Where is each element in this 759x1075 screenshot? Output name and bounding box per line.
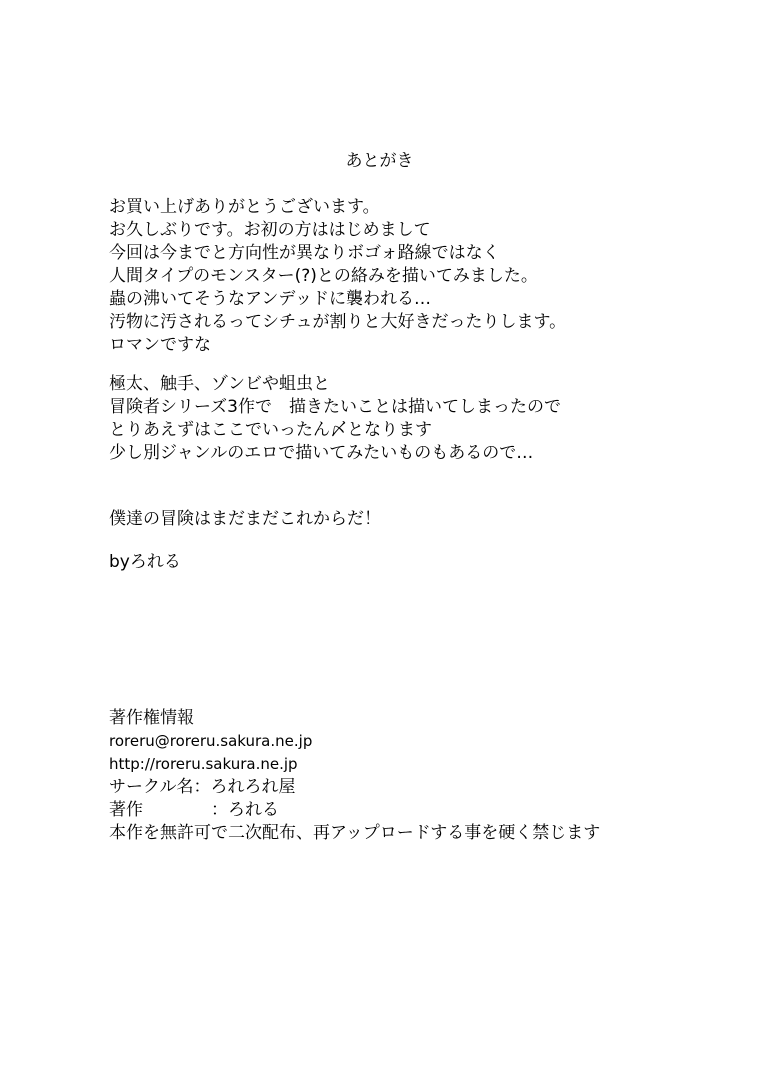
text-line: 僕達の冒険はまだまだこれからだ！ — [109, 509, 381, 529]
redistribution-notice: 本作を無許可で二次配布、再アップロードする事を硬く禁じます — [109, 823, 601, 843]
text-line: 人間タイプのモンスター(?)との絡みを描いてみました。 — [109, 266, 538, 286]
text-line: 極太、触手、ゾンビや蛆虫と — [109, 374, 330, 394]
page-title: あとがき — [345, 151, 414, 171]
text-line: 汚物に汚されるってシチュが割りと大好きだったりします。 — [109, 312, 567, 332]
text-line: 冒険者シリーズ3作で 描きたいことは描いてしまったので — [109, 397, 561, 417]
paragraph-series — [109, 373, 739, 465]
text-line: とりあえずはここでいったん〆となります — [109, 420, 432, 440]
text-line: お久しぶりです。お初の方ははじめまして — [109, 220, 431, 240]
paragraph-greeting — [109, 196, 739, 357]
signature — [109, 551, 739, 574]
text-line: 少し別ジャンルのエロで描いてみたいものもあるので… — [109, 443, 534, 463]
text-line: 今回は今までと方向性が異なりボゴォ路線ではなく — [109, 243, 500, 263]
text-line: お買い上げありがとうございます。 — [109, 197, 380, 217]
website-url: http://roreru.sakura.ne.jp — [109, 755, 298, 773]
closing-line — [109, 508, 739, 531]
contact-email: roreru@roreru.sakura.ne.jp — [109, 732, 313, 750]
copyright-heading: 著作権情報 — [109, 708, 194, 728]
circle-name: サークル名：ろれろれ屋 — [109, 777, 296, 797]
text-line: ロマンですな — [109, 335, 211, 355]
author-name: 著作 ：ろれる — [109, 800, 279, 820]
text-line: byろれる — [109, 552, 181, 572]
copyright-info — [109, 707, 739, 845]
text-line: 蟲の沸いてそうなアンデッドに襲われる… — [109, 289, 431, 309]
